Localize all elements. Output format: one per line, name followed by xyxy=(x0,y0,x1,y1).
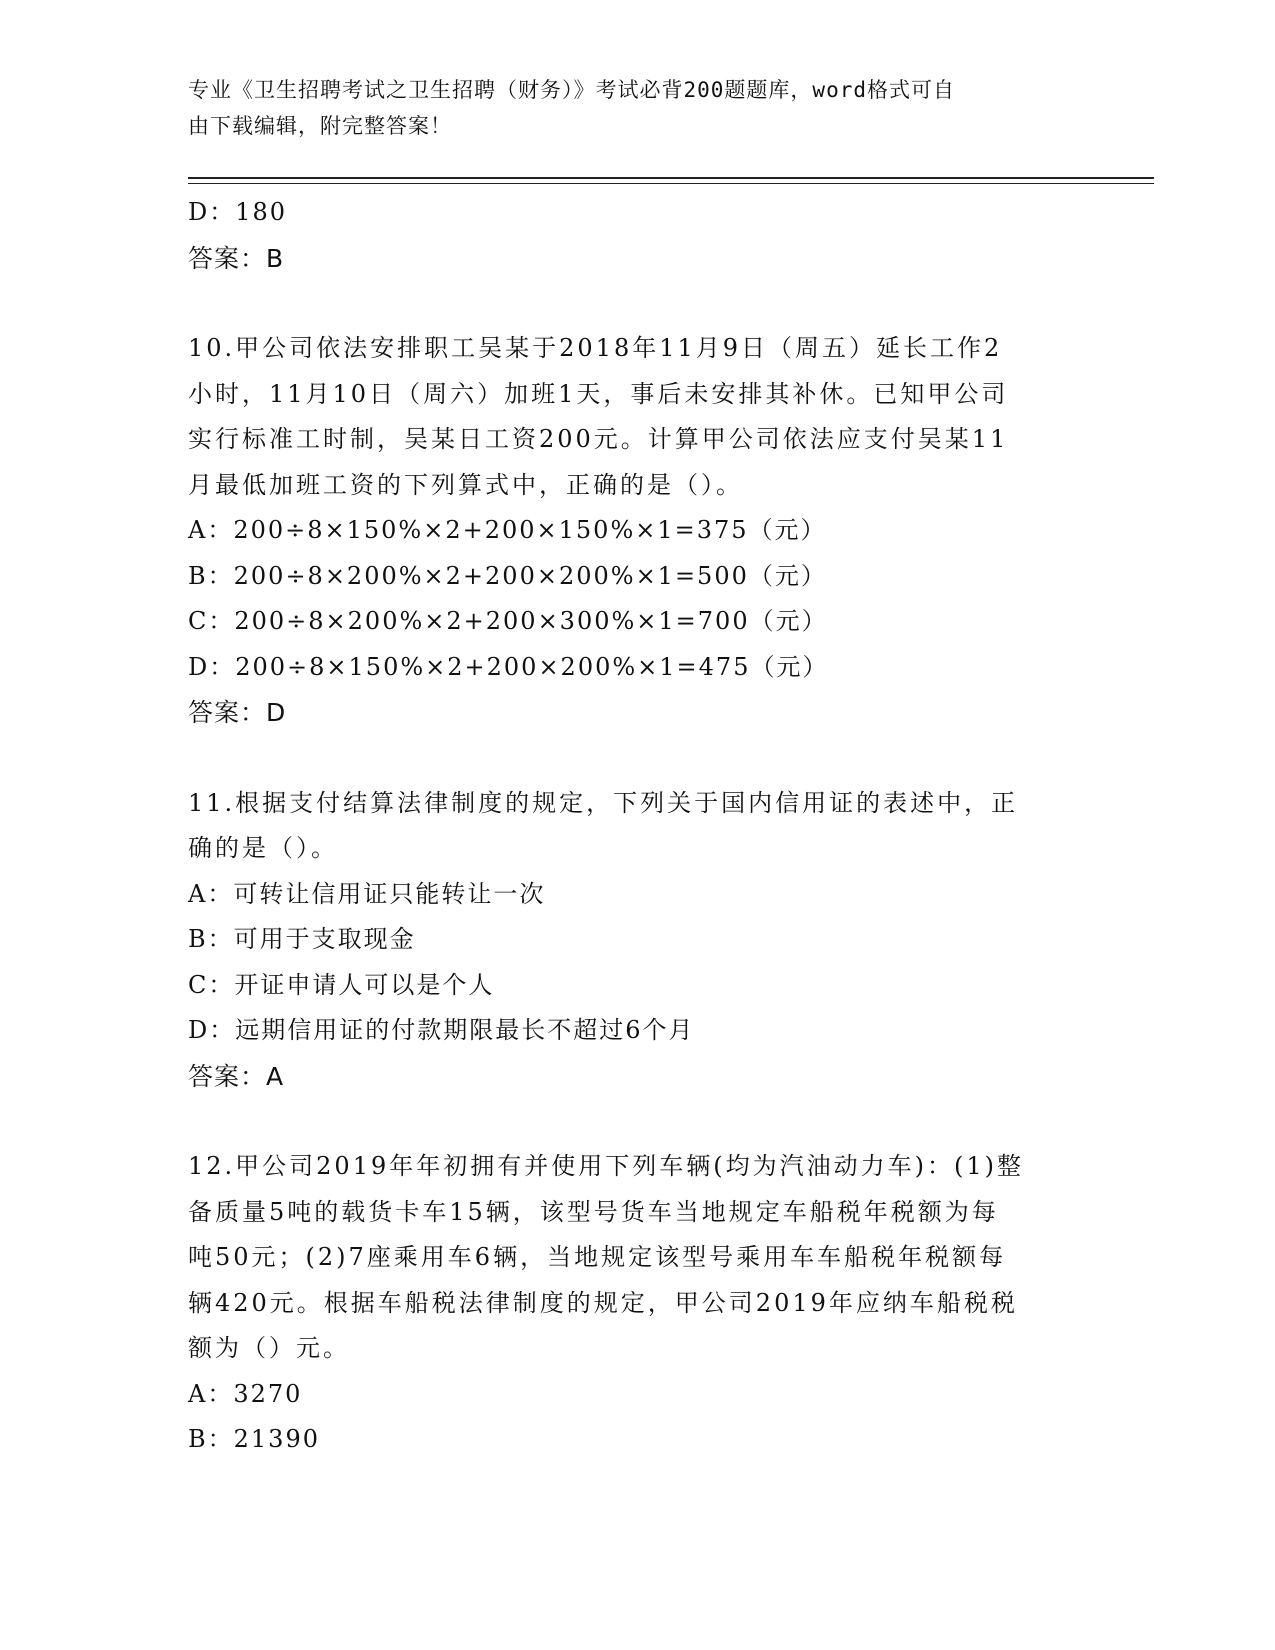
previous-question xyxy=(188,190,1088,281)
spacer xyxy=(188,736,1088,781)
header-line-2: 由下载编辑，附完整答案！ xyxy=(188,114,452,138)
stem-line: 12.甲公司2019年年初拥有并使用下列车辆(均为汽油动力车)：(1)整 xyxy=(188,1152,1024,1180)
option-d: D：200÷8×150%×2+200×200%×1=475（元） xyxy=(188,652,829,681)
stem-line: 备质量5吨的载货卡车15辆，该型号货车当地规定车船税年税额为每 xyxy=(188,1197,999,1226)
stem-line: 实行标准工时制，吴某日工资200元。计算甲公司依法应支付吴某11 xyxy=(188,425,1009,453)
option-b: B：200÷8×200%×2+200×200%×1=500（元） xyxy=(188,561,827,590)
stem-line: 确的是（）。 xyxy=(188,834,338,862)
stem-line: 吨50元；(2)7座乘用车6辆，当地规定该型号乘用车车船税年税额每 xyxy=(188,1243,1007,1271)
option-c: C：开证申请人可以是个人 xyxy=(188,970,495,999)
stem-line: 10.甲公司依法安排职工吴某于2018年11月9日（周五）延长工作2 xyxy=(188,334,1003,362)
answer-line: 答案：D xyxy=(188,698,287,727)
question-stem xyxy=(188,781,1088,872)
question-11 xyxy=(188,781,1088,1100)
option-d: D：远期信用证的付款期限最长不超过6个月 xyxy=(188,1016,695,1044)
spacer xyxy=(188,281,1088,326)
header-line-1: 专业《卫生招聘考试之卫生招聘（财务）》考试必背200题题库，word格式可自 xyxy=(188,78,955,102)
stem-line: 小时，11月10日（周六）加班1天，事后未安排其补休。已知甲公司 xyxy=(188,379,1009,408)
option-a: A：3270 xyxy=(188,1379,303,1408)
option-c: C：200÷8×200%×2+200×300%×1=700（元） xyxy=(188,607,828,635)
question-10 xyxy=(188,326,1088,736)
question-stem xyxy=(188,326,1088,508)
question-stem xyxy=(188,1144,1088,1372)
answer-line: 答案：B xyxy=(188,243,285,273)
question-12 xyxy=(188,1144,1088,1463)
document-header xyxy=(188,72,1068,144)
stem-line: 额为（）元。 xyxy=(188,1334,350,1362)
option-a: A：可转让信用证只能转让一次 xyxy=(188,879,546,908)
header-rule-thick xyxy=(188,177,1154,179)
document-body xyxy=(188,190,1088,1463)
stem-line: 辆420元。根据车船税法律制度的规定，甲公司2019年应纳车船税税 xyxy=(188,1288,1018,1317)
spacer xyxy=(188,1099,1088,1144)
option-b: B：可用于支取现金 xyxy=(188,925,416,953)
option-b: B：21390 xyxy=(188,1425,320,1453)
stem-line: 月最低加班工资的下列算式中，正确的是（）。 xyxy=(188,470,743,499)
answer-line: 答案：A xyxy=(188,1061,285,1091)
option-d: D：180 xyxy=(188,198,288,226)
stem-line: 11.根据支付结算法律制度的规定，下列关于国内信用证的表述中，正 xyxy=(188,788,1019,817)
header-rule-thin xyxy=(188,183,1154,184)
option-a: A：200÷8×150%×2+200×150%×1=375（元） xyxy=(188,516,827,544)
